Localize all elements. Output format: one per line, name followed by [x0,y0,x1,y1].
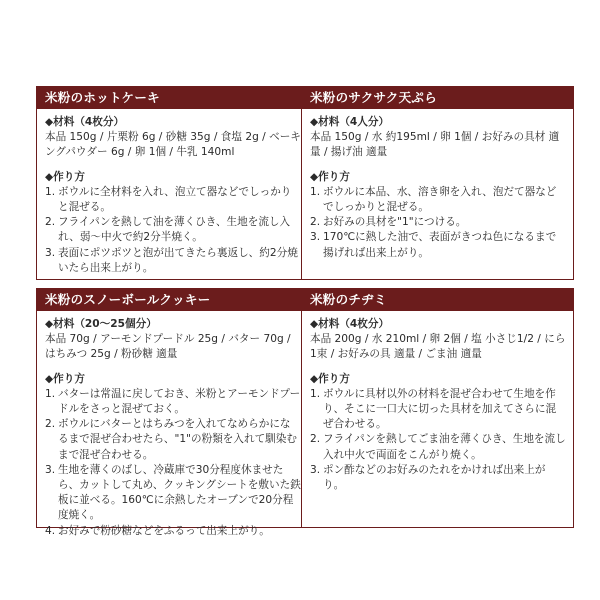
step-number: 3. [45,463,56,476]
recipe-title: 米粉のスノーボールクッキー [37,289,308,311]
step-item [45,185,301,215]
ingredients-heading: ◆材料（4枚分） [310,318,390,330]
steps-heading: ◆作り方 [310,372,350,385]
step-number: 1. [45,185,56,198]
steps-heading: ◆作り方 [45,372,85,385]
recipe-card-hotcake [36,86,309,280]
step-text: 表面にポツポツと泡が出てきたら裏返し、約2分焼いたら出来上がり。 [58,246,298,274]
step-text: 170℃に熱した油で、表面がきつね色になるまで揚げれば出来上がり。 [323,231,557,259]
step-item [45,246,301,276]
step-item [45,524,301,539]
step-number: 2. [45,216,56,229]
step-item [310,185,566,215]
step-number: 4. [45,524,56,537]
ingredients-text: 本品 150g / 水 約195ml / 卵 1個 / お好みの具材 適量 / 揚げ油 適量 [310,131,560,159]
recipe-card-tempura [301,86,574,280]
step-text: お好みで粉砂糖などをふるって出来上がり。 [58,524,270,537]
recipe-body [302,311,573,499]
step-text: 生地を薄くのばし、冷蔵庫で30分程度休ませたら、カットして丸め、クッキングシートを敷いた鉄板に並べる。160℃に余熱したオーブンで20分程度焼く。 [58,463,301,522]
step-number: 1. [45,387,56,400]
step-item [45,417,301,463]
step-number: 1. [310,185,321,198]
recipe-card-snowball-cookie [36,288,309,537]
step-item [45,215,301,245]
step-number: 3. [45,246,56,259]
step-text: ボウルに全材料を入れ、泡立て器などでしっかりと混ぜる。 [58,185,292,214]
steps-list [45,185,301,276]
step-number: 1. [310,387,321,400]
step-item [310,387,566,433]
recipe-title: 米粉のホットケーキ [37,87,308,109]
ingredients-text: 本品 70g / アーモンドプードル 25g / バター 70g / はちみつ 25g / 粉砂糖 適量 [45,333,291,361]
step-text: バターは常温に戻しておき、米粉とアーモンドプードルをさっと混ぜておく。 [58,387,301,416]
step-text: フライパンを熱してごま油を薄くひき、生地を流し入れ中火で両面をこんがり焼く。 [323,433,566,461]
step-text: ボウルにバターとはちみつを入れてなめらかになるまで混ぜ合わせたら、"1"の粉類を入れて馴染むまで混ぜ合わせる。 [58,418,297,461]
recipe-title: 米粉のチヂミ [302,289,573,311]
step-item [310,432,566,462]
step-number: 3. [310,231,321,244]
steps-heading: ◆作り方 [45,170,85,183]
ingredients-text: 本品 150g / 片栗粉 6g / 砂糖 35g / 食塩 2g / ベーキングパウダー 6g / 卵 1個 / 牛乳 140ml [45,131,301,159]
step-text: フライパンを熱して油を薄くひき、生地を流し入れ、弱～中火で約2分半焼く。 [58,216,291,244]
step-text: ボウルに本品、水、溶き卵を入れ、泡だて器などでしっかりと混ぜる。 [323,185,557,214]
steps-list [310,387,566,493]
recipe-title: 米粉のサクサク天ぷら [302,87,573,109]
step-item [310,215,566,230]
recipe-body [302,109,573,267]
recipe-body [37,311,308,545]
step-item [45,387,301,417]
step-number: 2. [310,216,321,229]
ingredients-heading: ◆材料（4人分） [310,116,390,128]
ingredients-heading: ◆材料（4枚分） [45,116,125,128]
steps-list [310,185,566,261]
recipe-body [37,109,308,282]
step-number: 3. [310,463,321,476]
step-text: お好みの具材を"1"につける。 [323,216,467,229]
step-number: 2. [310,433,321,446]
recipe-card-chijimi [301,288,574,528]
step-item [310,463,566,493]
step-number: 2. [45,418,56,431]
step-item [310,230,566,260]
steps-list [45,387,301,539]
step-text: ポン酢などのお好みのたれをかければ出来上がり。 [323,463,546,492]
ingredients-text: 本品 200g / 水 210ml / 卵 2個 / 塩 小さじ1/2 / にら 1束 / お好みの具 適量 / ごま油 適量 [310,333,566,361]
ingredients-heading: ◆材料（20～25個分） [45,318,157,330]
step-item [45,463,301,524]
steps-heading: ◆作り方 [310,170,350,183]
step-text: ボウルに具材以外の材料を混ぜ合わせて生地を作り、そこに一口大に切った具材を加えてさらに混ぜ合わせる。 [323,387,557,431]
